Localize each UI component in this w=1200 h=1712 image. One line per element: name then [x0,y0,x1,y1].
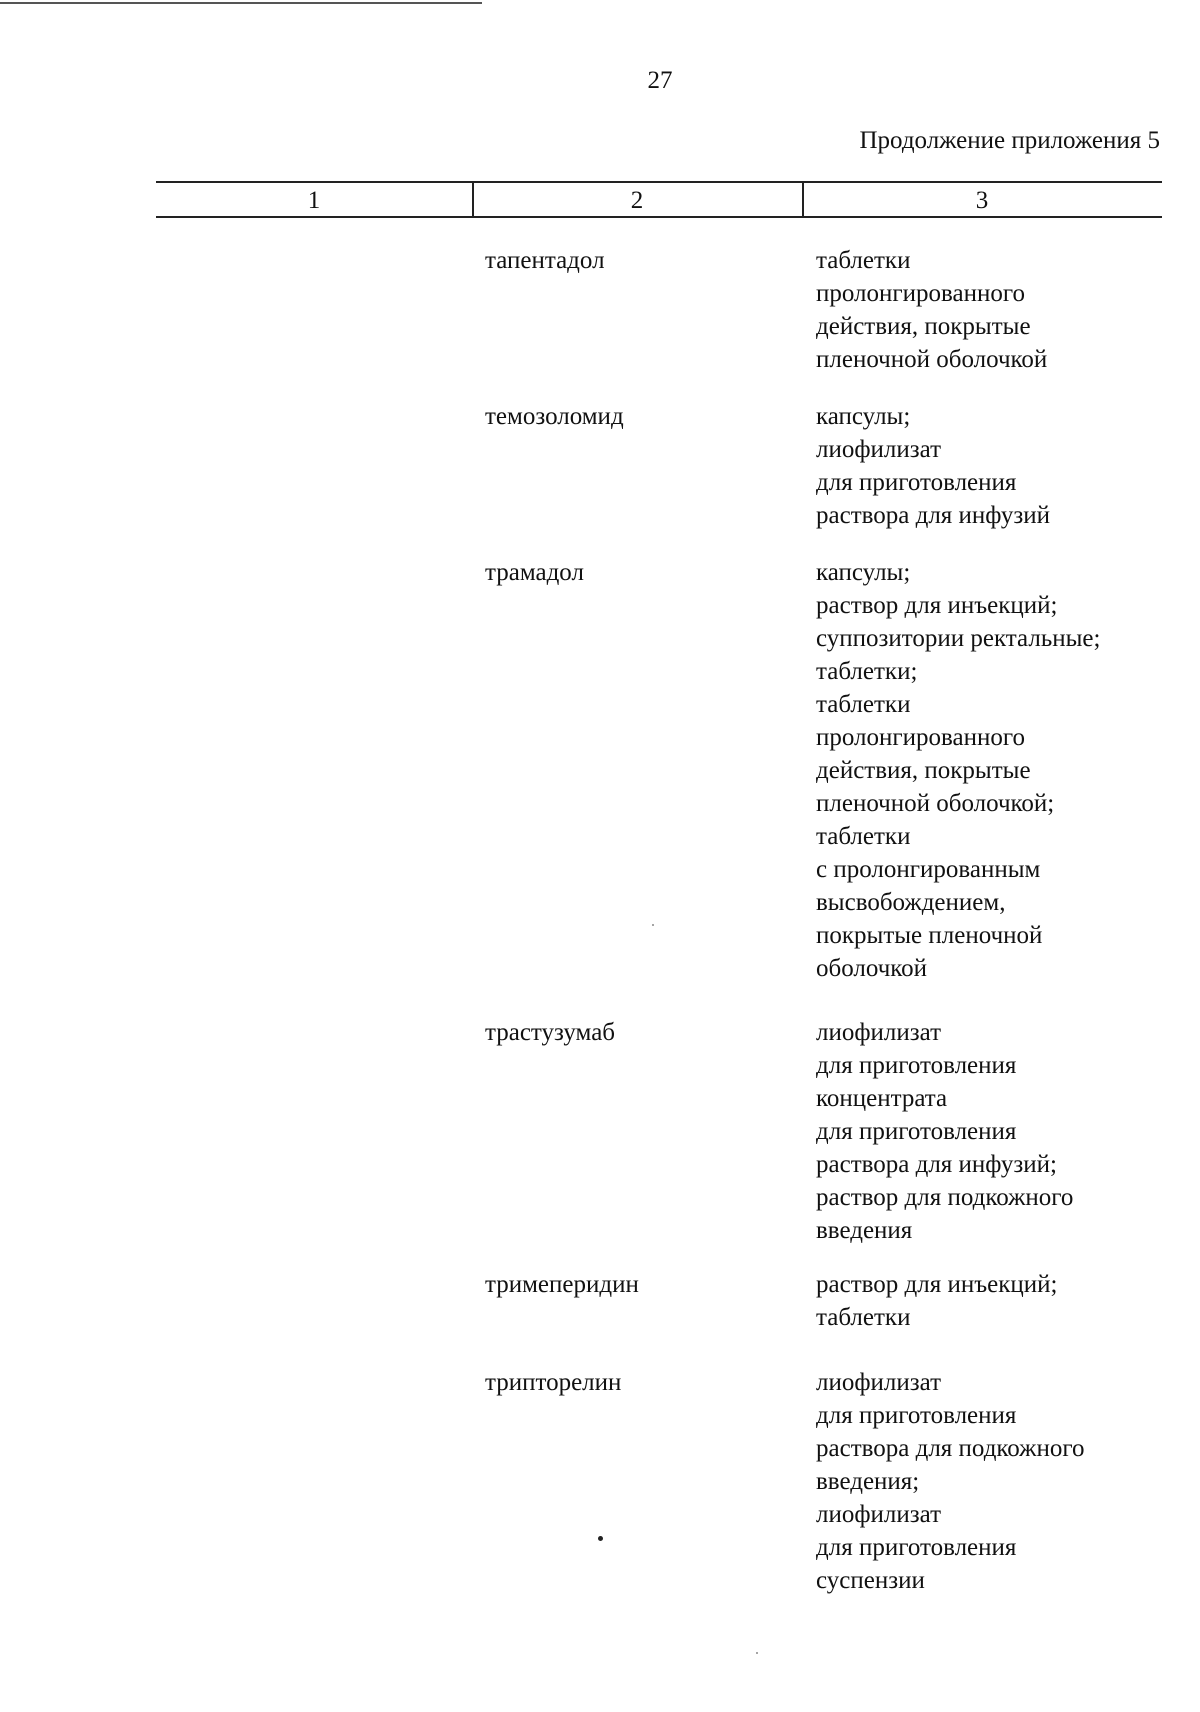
dosage-form-line: высвобождением, [816,889,1006,916]
dosage-form-line: введения [816,1217,913,1244]
page-number: 27 [647,67,673,94]
dosage-form-line: капсулы; [816,403,911,430]
dosage-form-line: капсулы; [816,559,911,586]
column-header-2: 2 [630,187,644,214]
dosage-form-line: раствора для инфузий; [816,1151,1057,1178]
drug-name: трамадол [485,559,584,586]
dosage-form-line: введения; [816,1468,920,1495]
column-header-3: 3 [975,187,989,214]
drug-name: темозоломид [485,403,624,430]
dosage-form-line: таблетки [816,247,911,274]
drug-name: трастузумаб [485,1019,616,1046]
dosage-form-line: лиофилизат [816,1369,942,1396]
dosage-form-line: суспензии [816,1567,925,1594]
dosage-forms [816,1366,1176,1597]
dosage-form-line: раствора для подкожного [816,1435,1085,1462]
dosage-forms [816,556,1176,985]
dosage-forms [816,244,1176,376]
dosage-form-line: для приготовления [816,1052,1017,1079]
dosage-forms [816,1268,1176,1334]
dosage-form-line: с пролонгированным [816,856,1041,883]
dosage-form-line: лиофилизат [816,1019,942,1046]
dosage-form-line: действия, покрытые [816,313,1031,340]
dosage-form-line: действия, покрытые [816,757,1031,784]
dosage-form-line: лиофилизат [816,1501,942,1528]
drug-name: трипторелин [485,1369,622,1396]
drug-name: тапентадол [485,247,605,274]
scan-edge-line [0,2,482,4]
dosage-form-line: оболочкой [816,955,928,982]
dosage-form-line: раствор для инъекций; [816,592,1058,619]
dosage-forms [816,1016,1176,1247]
column-header-1: 1 [307,187,321,214]
dosage-form-line: раствор для подкожного [816,1184,1074,1211]
dosage-form-line: для приготовления [816,1118,1017,1145]
continuation-label: Продолжение приложения 5 [859,127,1160,154]
dosage-form-line: таблетки [816,823,911,850]
dosage-form-line: для приготовления [816,1402,1017,1429]
dosage-form-line: концентрата [816,1085,948,1112]
scan-speck [652,924,654,926]
scan-speck [598,1536,603,1541]
dosage-form-line: таблетки [816,691,911,718]
dosage-form-line: лиофилизат [816,436,942,463]
scan-speck [756,1652,758,1654]
dosage-form-line: раствор для инъекций; [816,1271,1058,1298]
dosage-form-line: таблетки; [816,658,918,685]
dosage-form-line: пленочной оболочкой [816,346,1048,373]
dosage-form-line: покрытые пленочной [816,922,1043,949]
dosage-form-line: пролонгированного [816,280,1025,307]
dosage-form-line: таблетки [816,1304,911,1331]
dosage-form-line: для приготовления [816,1534,1017,1561]
dosage-form-line: для приготовления [816,469,1017,496]
dosage-form-line: пролонгированного [816,724,1025,751]
dosage-forms [816,400,1176,532]
dosage-form-line: суппозитории ректальные; [816,625,1101,652]
dosage-form-line: пленочной оболочкой; [816,790,1055,817]
dosage-form-line: раствора для инфузий [816,502,1051,529]
table-header [156,181,1162,218]
drug-name: тримеперидин [485,1271,639,1298]
